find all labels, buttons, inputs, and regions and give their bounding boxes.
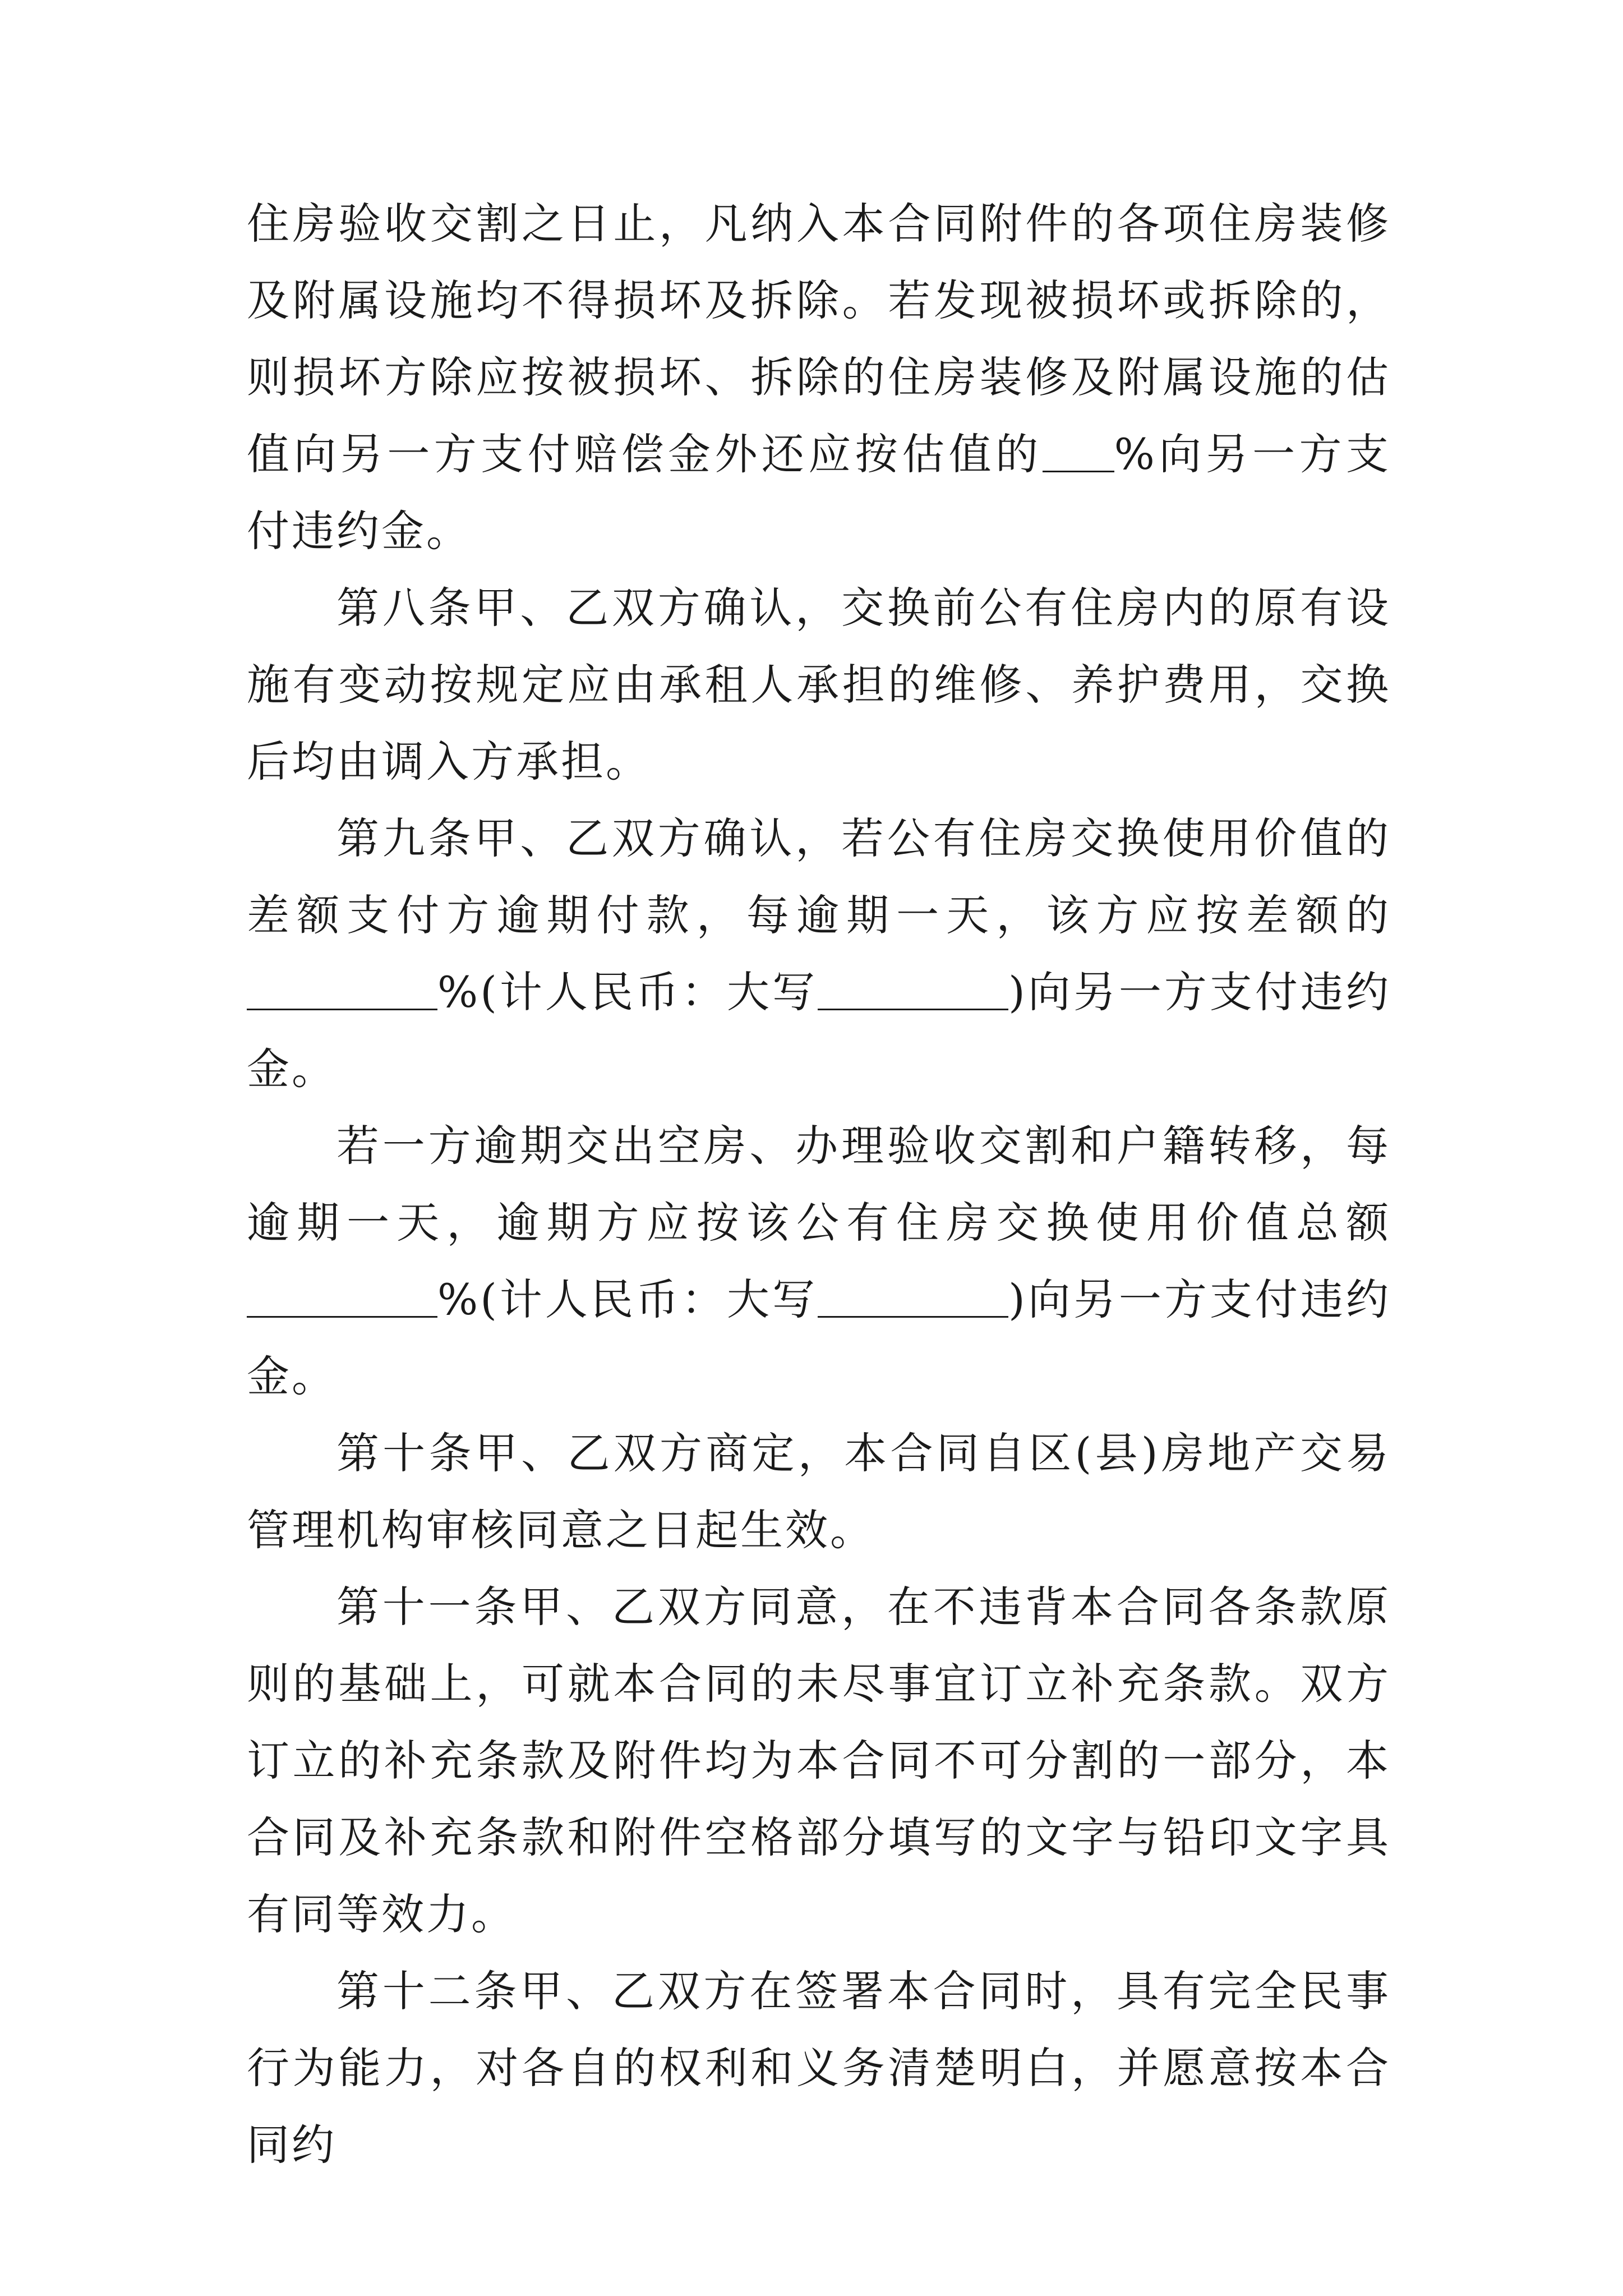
late-handover-amount-blank: [818, 1277, 1008, 1318]
article-9-tail: )向另一方支付违约金。: [247, 967, 1391, 1094]
article-9-text: 第九条甲、乙双方确认，若公有住房交换使用价值的差额支付方逾期付款，每逾期一天，该方应按差额的: [247, 813, 1391, 940]
article-9-percent-blank: [247, 969, 437, 1010]
article-9-mid: %(计人民币：大写: [437, 967, 818, 1017]
late-handover-mid: %(计人民币：大写: [437, 1274, 818, 1324]
late-handover-percent-blank: [247, 1277, 437, 1318]
article-10: 第十条甲、乙双方商定，本合同自区(县)房地产交易管理机构审核同意之日起生效。: [247, 1428, 1391, 1555]
document-body: [247, 185, 1391, 2183]
article-11: 第十一条甲、乙双方同意，在不违背本合同各条款原则的基础上，可就本合同的未尽事宜订立补充条款。双方订立的补充条款及附件均为本合同不可分割的一部分，本合同及补充条款和附件空格部分填写的文字与铅印文字具有同等效力。: [247, 1582, 1391, 1939]
paragraph-damage-clause: [247, 185, 1391, 569]
late-handover-tail: )向另一方支付违约金。: [247, 1274, 1391, 1401]
article-12: 第十二条甲、乙双方在签署本合同时，具有完全民事行为能力，对各自的权利和义务清楚明白，并愿意按本合同约: [247, 1966, 1391, 2170]
article-8: 第八条甲、乙双方确认，交换前公有住房内的原有设施有变动按规定应由承租人承担的维修、养护费用，交换后均由调入方承担。: [247, 583, 1391, 786]
damage-clause-tail: %向另一方支付违约金。: [247, 429, 1391, 556]
article-9: [247, 800, 1391, 1107]
damage-clause-text: 住房验收交割之日止，凡纳入本合同附件的各项住房装修及附属设施均不得损坏及拆除。若发现被损坏或拆除的，则损坏方除应按被损坏、拆除的住房装修及附属设施的估值向另一方支付赔偿金外还应按估值的: [247, 199, 1391, 479]
late-handover-clause: [247, 1107, 1391, 1415]
article-9-amount-blank: [818, 969, 1008, 1010]
penalty-percent-blank: [1043, 431, 1114, 472]
late-handover-text: 若一方逾期交出空房、办理验收交割和户籍转移，每逾期一天，逾期方应按该公有住房交换使用价值总额: [247, 1121, 1391, 1248]
